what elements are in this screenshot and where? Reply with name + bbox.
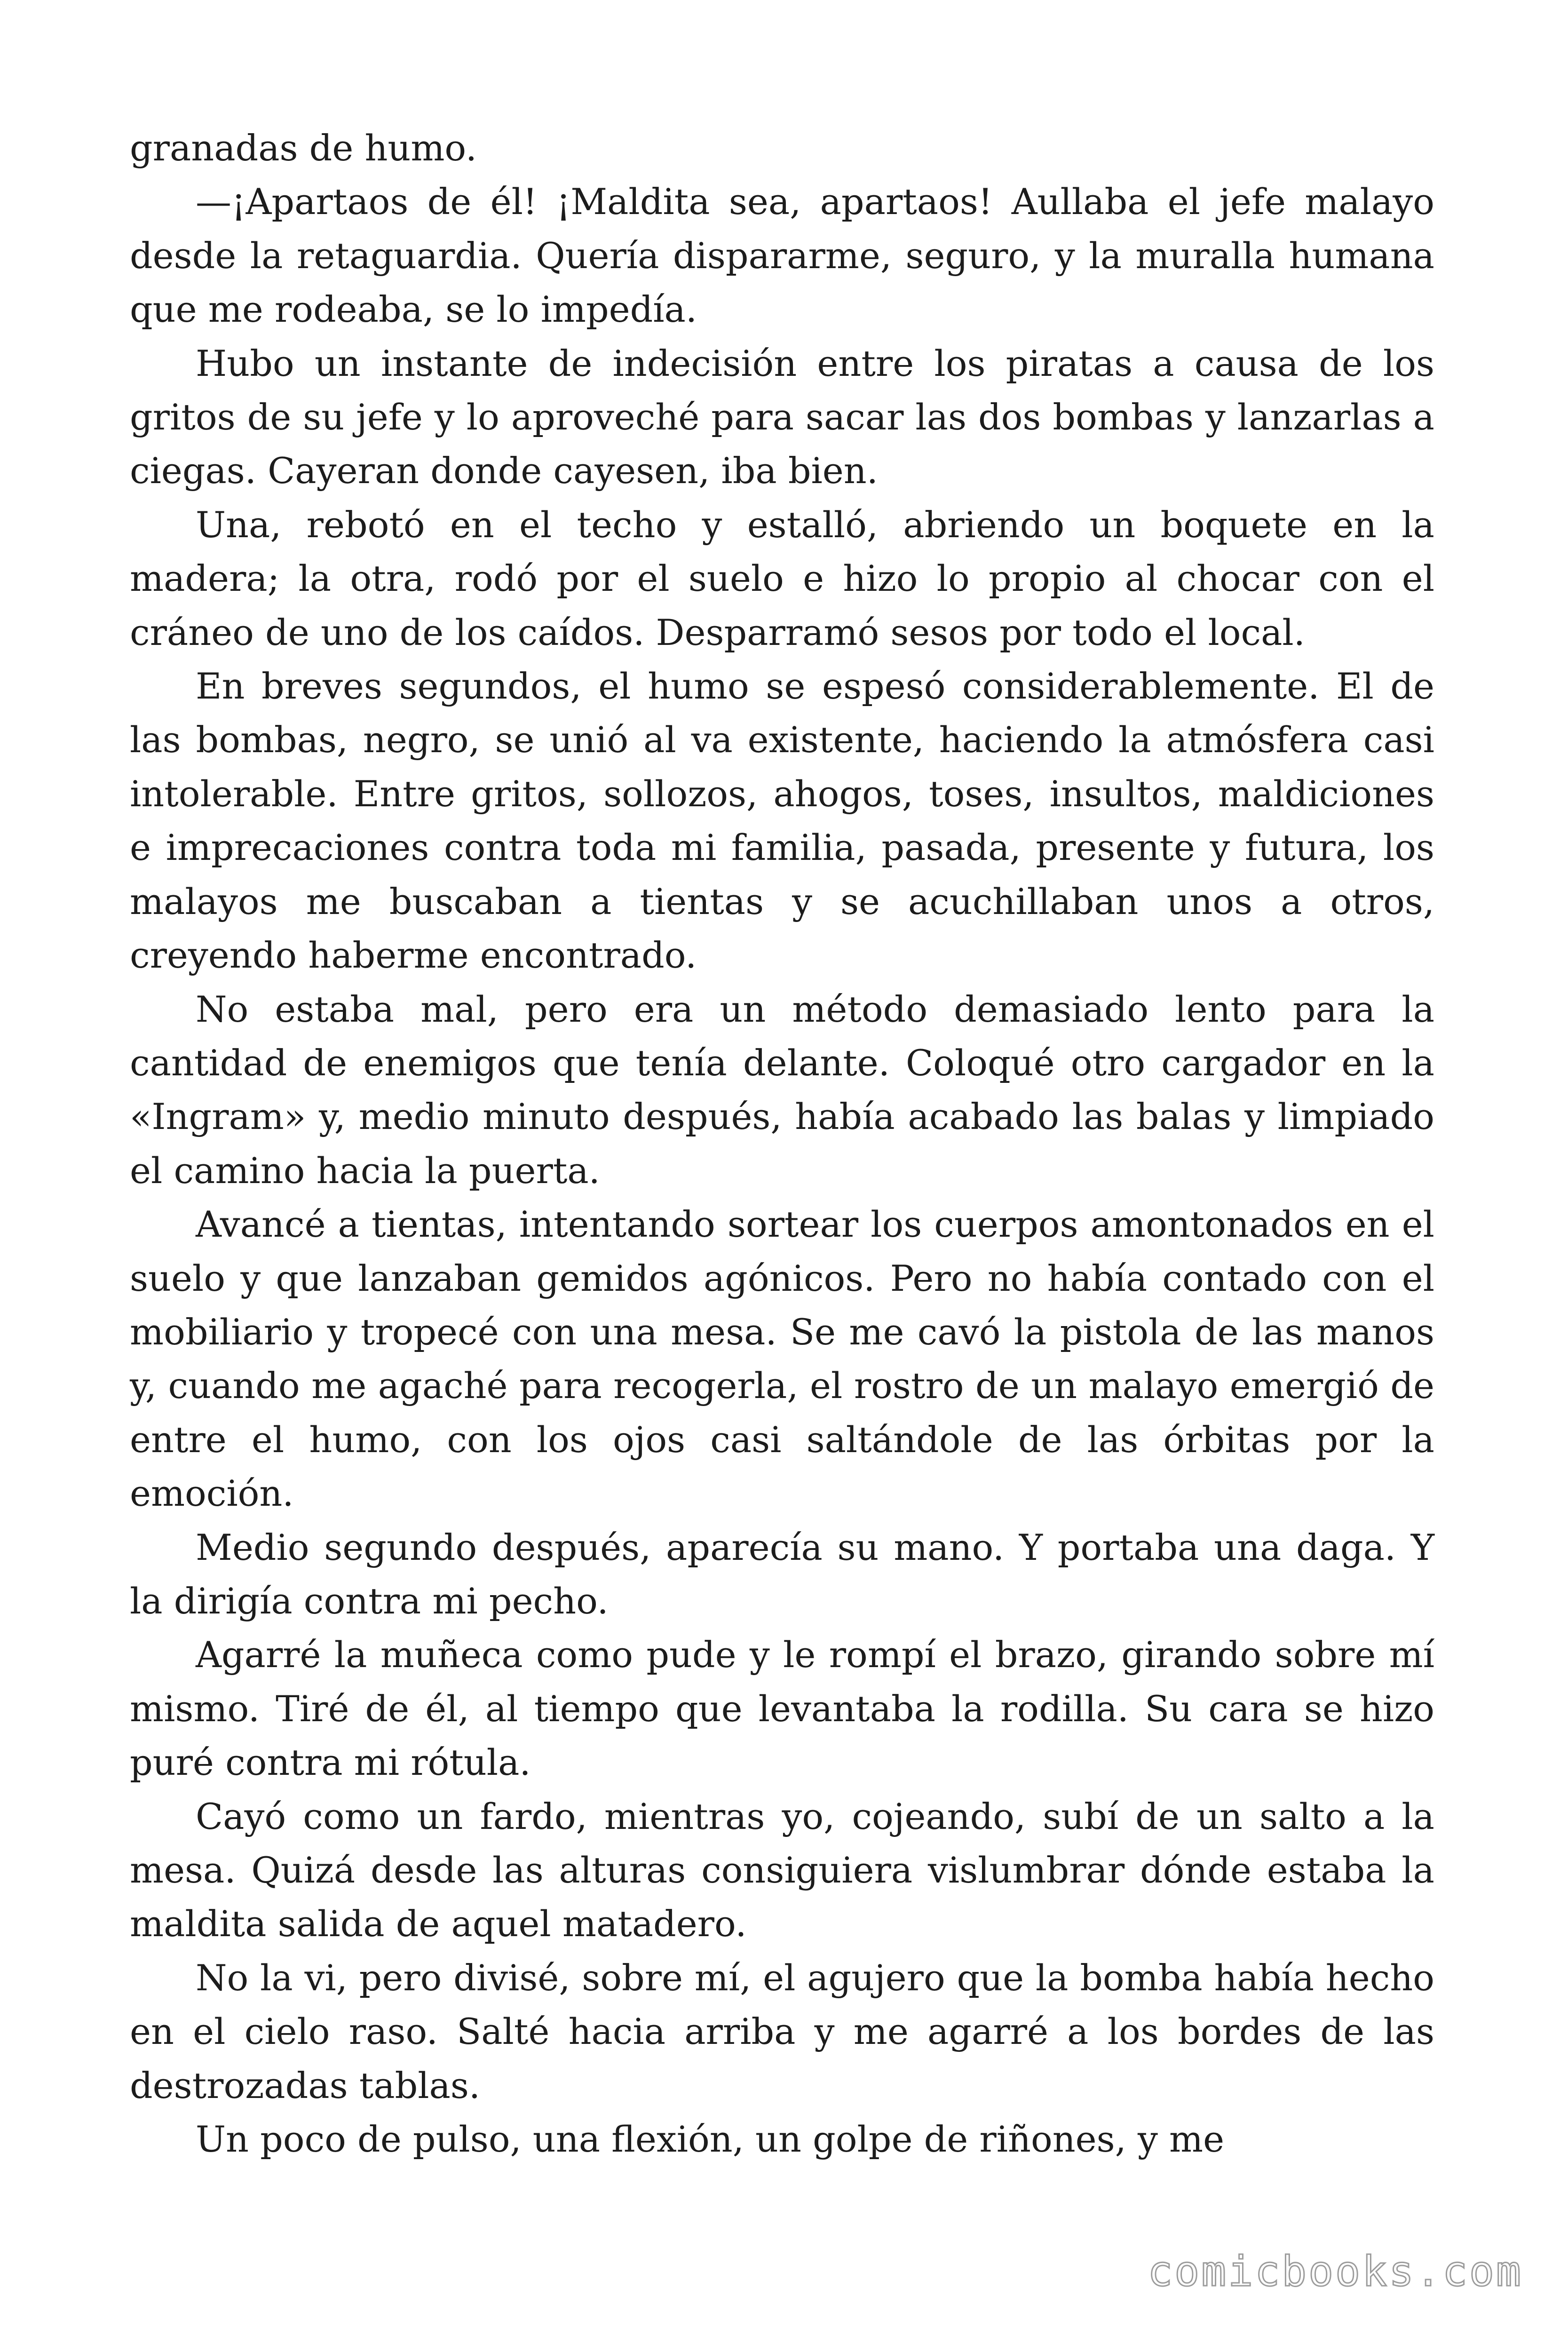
paragraph: Una, rebotó en el techo y estalló, abriendo un boquete en la madera; la otra, rodó por el suelo e hizo lo propio al chocar con el cráneo de uno de los caídos. Desparramó sesos por todo el local. <box>130 503 1434 653</box>
paragraph: —¡Apartaos de él! ¡Maldita sea, apartaos! Aullaba el jefe malayo desde la retaguardia. Quería dispararme, seguro, y la muralla humana que me rodeaba, se lo impedía. <box>130 181 1434 331</box>
paragraph: No la vi, pero divisé, sobre mí, el agujero que la bomba había hecho en el cielo raso. Salté hacia arriba y me agarré a los bordes de las destrozadas tablas. <box>130 1956 1434 2106</box>
paragraph: Avancé a tientas, intentando sortear los cuerpos amontonados en el suelo y que lanzaban gemidos agónicos. Pero no había contado con el mobiliario y tropecé con una mesa. Se me cavó la pistola de las manos y, cuando me agaché para recogerla, el rostro de un malayo emergió de entre el humo, con los ojos casi saltándole de las órbitas por la emoción. <box>130 1203 1434 1515</box>
paragraph: Medio segundo después, aparecía su mano. Y portaba una daga. Y la dirigía contra mi pecho. <box>130 1526 1434 1622</box>
paragraph: No estaba mal, pero era un método demasiado lento para la cantidad de enemigos que tenía delante. Coloqué otro cargador en la «Ingram» y, medio minuto después, había acabado las balas y limpiado el camino hacia la puerta. <box>130 988 1434 1192</box>
paragraph-continuation: granadas de humo. <box>130 127 477 169</box>
watermark-text: comicbooks.com <box>1148 2247 1523 2296</box>
paragraph: Cayó como un fardo, mientras yo, cojeando, subí de un salto a la mesa. Quizá desde las alturas consiguiera vislumbrar dónde estaba la maldita salida de aquel matadero. <box>130 1795 1434 1945</box>
paragraph: Hubo un instante de indecisión entre los piratas a causa de los gritos de su jefe y lo aproveché para sacar las dos bombas y lanzarlas a ciegas. Cayeran donde cayesen, iba bien. <box>130 342 1434 492</box>
body-text <box>130 121 1434 2166</box>
paragraph: En breves segundos, el humo se espesó considerablemente. El de las bombas, negro, se unió al va existente, haciendo la atmósfera casi intolerable. Entre gritos, sollozos, ahogos, toses, insultos, maldiciones e imprecaciones contra toda mi familia, pasada, presente y futura, los malayos me buscaban a tientas y se acuchillaban unos a otros, creyendo haberme encontrado. <box>130 665 1434 977</box>
paragraph: Agarré la muñeca como pude y le rompí el brazo, girando sobre mí mismo. Tiré de él, al tiempo que levantaba la rodilla. Su cara se hizo puré contra mi rótula. <box>130 1634 1434 1784</box>
paragraph-last: Un poco de pulso, una flexión, un golpe de riñones, y me <box>196 2118 1225 2161</box>
